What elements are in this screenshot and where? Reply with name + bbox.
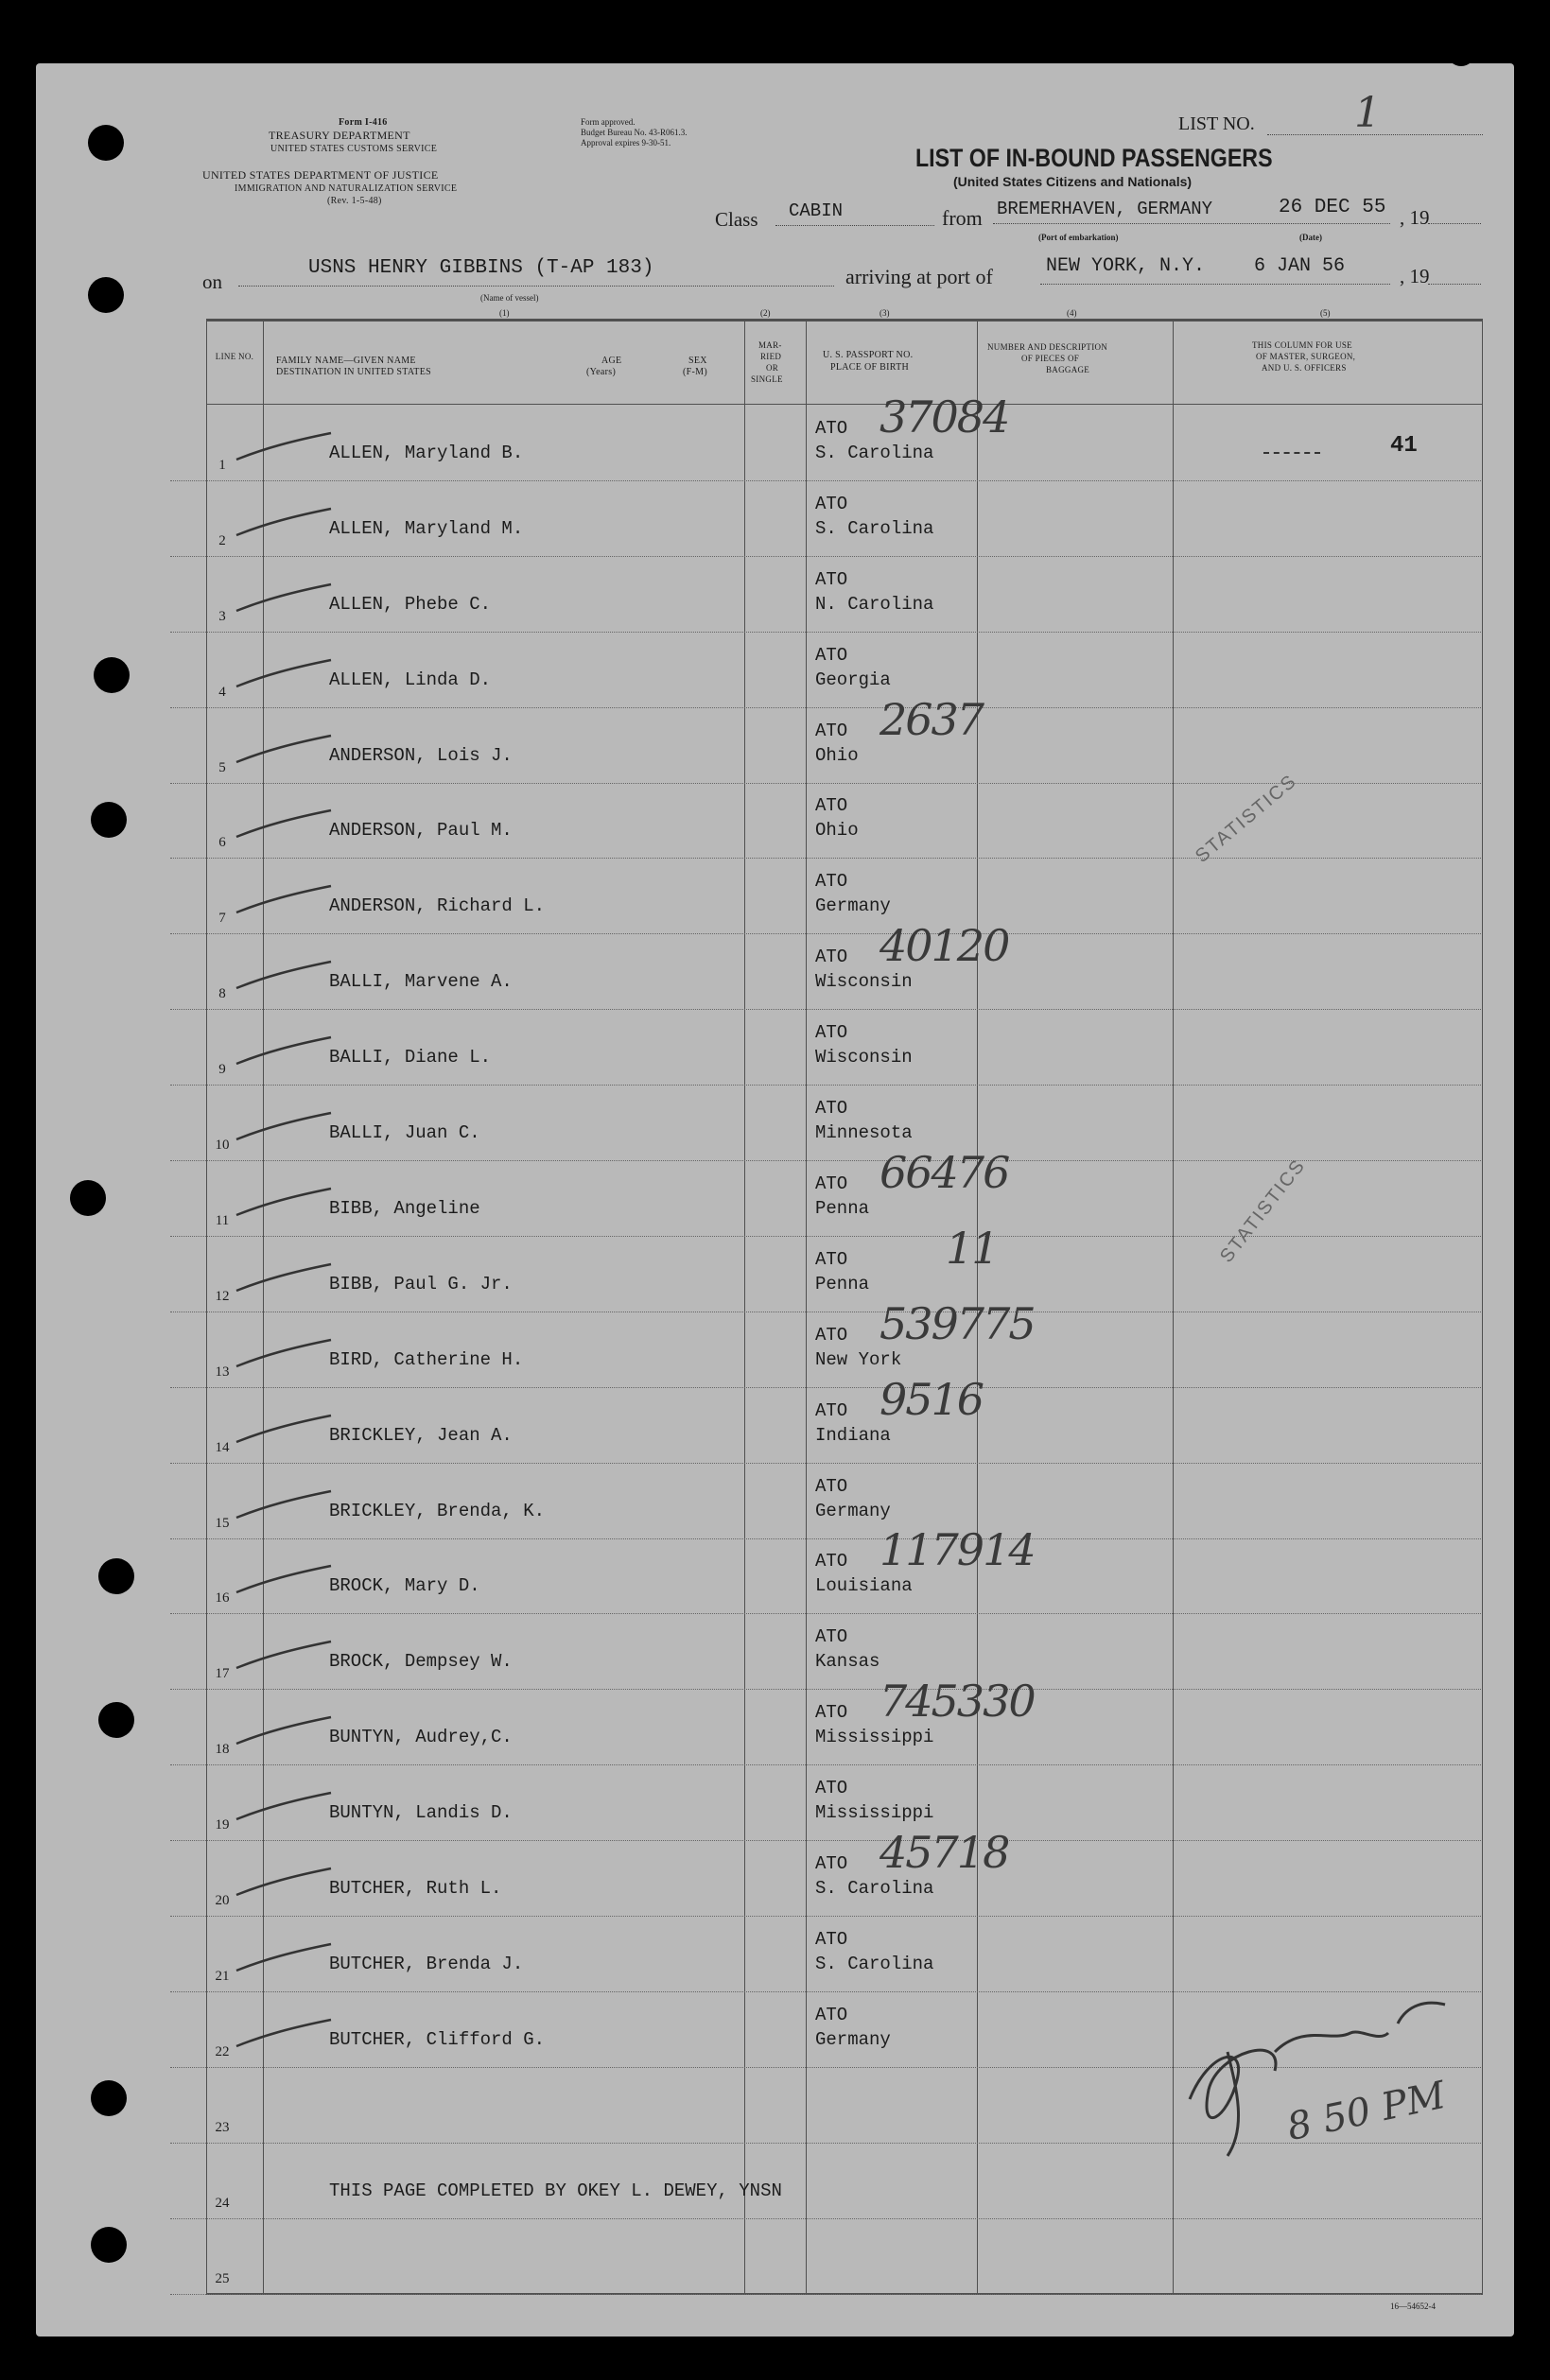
handwritten-number: 117914 bbox=[879, 1524, 1035, 1576]
check-mark-icon bbox=[227, 1410, 340, 1448]
passenger-name: ANDERSON, Lois J. bbox=[329, 744, 513, 766]
check-mark-icon bbox=[227, 579, 340, 617]
header-line-no: LINE NO. bbox=[215, 352, 254, 361]
row-divider bbox=[170, 1387, 1481, 1388]
passenger-name: BALLI, Juan C. bbox=[329, 1122, 480, 1143]
handwritten-number: 745330 bbox=[879, 1676, 1035, 1728]
place-of-birth: S. Carolina bbox=[815, 1878, 934, 1899]
line-number: 10 bbox=[215, 1138, 230, 1153]
header-baggage: NUMBER AND DESCRIPTION bbox=[987, 342, 1108, 352]
place-of-birth: Germany bbox=[815, 1500, 891, 1521]
passport-ato: ATO bbox=[815, 568, 848, 590]
place-of-birth: New York bbox=[815, 1348, 902, 1370]
passenger-name: BIBB, Paul G. Jr. bbox=[329, 1273, 513, 1294]
on-label: on bbox=[202, 270, 222, 293]
page-title: LIST OF IN-BOUND PASSENGERS bbox=[915, 144, 1273, 172]
column-number: (5) bbox=[1320, 308, 1331, 318]
approval-line-1: Form approved. bbox=[581, 117, 636, 127]
passport-ato: ATO bbox=[815, 871, 848, 893]
handwritten-number: 37084 bbox=[879, 391, 1009, 443]
row-divider bbox=[170, 1085, 1481, 1086]
list-no-label: LIST NO. bbox=[1178, 113, 1255, 134]
port-of-embarkation: BREMERHAVEN, GERMANY bbox=[997, 199, 1213, 219]
check-mark-icon bbox=[227, 2014, 340, 2052]
line-number: 8 bbox=[218, 986, 226, 1002]
passenger-name: BUTCHER, Brenda J. bbox=[329, 1953, 524, 1974]
passport-ato: ATO bbox=[815, 1928, 848, 1950]
embarkation-date: 26 DEC 55 bbox=[1279, 197, 1386, 218]
place-of-birth: Kansas bbox=[815, 1651, 880, 1673]
passenger-name: BIBB, Angeline bbox=[329, 1197, 480, 1219]
check-mark-icon bbox=[227, 1787, 340, 1825]
place-of-birth: N. Carolina bbox=[815, 593, 934, 615]
row-divider bbox=[170, 2218, 1481, 2219]
punch-hole bbox=[1447, 38, 1475, 66]
line-number: 12 bbox=[215, 1288, 230, 1304]
line-number: 1 bbox=[218, 457, 226, 473]
line-number: 19 bbox=[215, 1817, 230, 1833]
passenger-name: ANDERSON, Richard L. bbox=[329, 895, 546, 917]
check-mark-icon bbox=[227, 1711, 340, 1749]
passenger-name: BROCK, Dempsey W. bbox=[329, 1651, 513, 1673]
place-of-birth: Georgia bbox=[815, 669, 891, 690]
check-mark-icon bbox=[227, 1259, 340, 1296]
customs-service: UNITED STATES CUSTOMS SERVICE bbox=[270, 144, 438, 154]
handwritten-number: 11 bbox=[946, 1222, 998, 1274]
check-mark-icon bbox=[227, 1636, 340, 1674]
check-mark-icon bbox=[227, 1032, 340, 1069]
handwritten-number: 9516 bbox=[879, 1373, 984, 1425]
check-mark-icon bbox=[227, 956, 340, 994]
statistics-stamp: STATISTICS bbox=[1192, 770, 1301, 867]
punch-hole bbox=[98, 1558, 134, 1594]
passenger-name: BRICKLEY, Brenda, K. bbox=[329, 1500, 546, 1521]
place-of-birth: S. Carolina bbox=[815, 442, 934, 463]
passport-ato: ATO bbox=[815, 2004, 848, 2025]
line-number: 5 bbox=[218, 759, 226, 775]
form-number: Form I-416 bbox=[339, 117, 388, 128]
passport-ato: ATO bbox=[815, 1399, 848, 1421]
handwritten-number: 2637 bbox=[879, 693, 984, 745]
year-suffix-2: , 19 bbox=[1400, 265, 1430, 287]
header-destination: DESTINATION IN UNITED STATES bbox=[276, 367, 431, 377]
column-number: (2) bbox=[760, 308, 771, 318]
passport-ato: ATO bbox=[815, 1853, 848, 1874]
place-of-birth: Germany bbox=[815, 2028, 891, 2050]
row-divider bbox=[170, 1538, 1481, 1539]
list-no-value: 1 bbox=[1354, 89, 1381, 137]
place-of-birth: S. Carolina bbox=[815, 517, 934, 539]
line-number: 16 bbox=[215, 1590, 230, 1607]
page-subtitle: (United States Citizens and Nationals) bbox=[953, 174, 1193, 189]
passenger-name: ALLEN, Maryland M. bbox=[329, 517, 524, 539]
handwritten-number: 66476 bbox=[879, 1146, 1009, 1198]
check-mark-icon bbox=[227, 1183, 340, 1221]
row-divider bbox=[170, 1764, 1481, 1765]
passport-ato: ATO bbox=[815, 417, 848, 439]
punch-hole bbox=[91, 802, 127, 838]
passport-ato: ATO bbox=[815, 947, 848, 968]
passport-ato: ATO bbox=[815, 1475, 848, 1497]
check-mark-icon bbox=[227, 880, 340, 918]
row-divider bbox=[170, 1840, 1481, 1841]
line-number: 20 bbox=[215, 1893, 230, 1908]
row-divider bbox=[170, 1916, 1481, 1917]
column-number: (3) bbox=[879, 308, 890, 318]
revision: (Rev. 1-5-48) bbox=[327, 196, 382, 206]
header-baggage: BAGGAGE bbox=[1046, 365, 1090, 374]
header-birthplace: PLACE OF BIRTH bbox=[830, 362, 910, 373]
line-number: 21 bbox=[215, 1968, 230, 1984]
footer-code: 16—54652-4 bbox=[1390, 2302, 1436, 2311]
passenger-name: ALLEN, Linda D. bbox=[329, 669, 492, 690]
header-officers: OF MASTER, SURGEON, bbox=[1256, 352, 1356, 361]
line-number: 18 bbox=[215, 1742, 230, 1758]
check-mark-icon bbox=[227, 427, 340, 465]
place-of-birth: Mississippi bbox=[815, 1802, 934, 1824]
line-number: 4 bbox=[218, 684, 226, 700]
handwritten-number: 539775 bbox=[879, 1297, 1035, 1349]
place-of-birth: Wisconsin bbox=[815, 971, 913, 993]
check-mark-icon bbox=[227, 654, 340, 692]
passport-ato: ATO bbox=[815, 1778, 848, 1799]
check-mark-icon bbox=[227, 730, 340, 768]
justice-dept: UNITED STATES DEPARTMENT OF JUSTICE bbox=[202, 168, 439, 182]
arriving-label: arriving at port of bbox=[845, 265, 993, 288]
row-divider bbox=[170, 632, 1481, 633]
check-mark-icon bbox=[227, 1938, 340, 1976]
line-number: 25 bbox=[215, 2270, 230, 2286]
from-label: from bbox=[942, 206, 983, 230]
passport-ato: ATO bbox=[815, 1022, 848, 1044]
dash-mark bbox=[1263, 452, 1320, 454]
passport-ato: ATO bbox=[815, 1702, 848, 1724]
row-divider bbox=[170, 707, 1481, 708]
passenger-name: BUTCHER, Clifford G. bbox=[329, 2028, 546, 2050]
place-of-birth: Penna bbox=[815, 1273, 870, 1294]
row-divider bbox=[170, 2294, 1481, 2295]
place-of-birth: Louisiana bbox=[815, 1575, 913, 1597]
header-married: MAR- bbox=[758, 340, 782, 350]
passenger-name: BUNTYN, Landis D. bbox=[329, 1802, 513, 1824]
passport-ato: ATO bbox=[815, 1551, 848, 1572]
row-divider bbox=[170, 858, 1481, 859]
passenger-name: BUTCHER, Ruth L. bbox=[329, 1878, 502, 1899]
punch-hole bbox=[88, 277, 124, 313]
header-married: RIED bbox=[760, 352, 782, 361]
line-number: 14 bbox=[215, 1439, 230, 1455]
row-divider bbox=[170, 1009, 1481, 1010]
passport-ato: ATO bbox=[815, 1626, 848, 1648]
year-suffix: , 19 bbox=[1400, 206, 1430, 229]
place-of-birth: S. Carolina bbox=[815, 1953, 934, 1974]
line-number: 3 bbox=[218, 608, 226, 624]
passport-ato: ATO bbox=[815, 1324, 848, 1346]
row-divider bbox=[170, 1160, 1481, 1161]
header-married: OR bbox=[766, 363, 779, 373]
line-number: 17 bbox=[215, 1666, 230, 1682]
punch-hole bbox=[94, 657, 130, 693]
date-caption: (Date) bbox=[1299, 233, 1322, 242]
passenger-name: THIS PAGE COMPLETED BY OKEY L. DEWEY, YNSN bbox=[329, 2180, 782, 2201]
header-passport: U. S. PASSPORT NO. bbox=[823, 350, 914, 360]
passenger-name: BUNTYN, Audrey,C. bbox=[329, 1727, 513, 1748]
punch-hole bbox=[88, 125, 124, 161]
header-age: AGE bbox=[601, 356, 622, 366]
row-divider bbox=[170, 556, 1481, 557]
row-divider bbox=[170, 1463, 1481, 1464]
handwritten-number: 45718 bbox=[879, 1827, 1009, 1878]
check-mark-icon bbox=[227, 1485, 340, 1523]
header-officers: AND U. S. OFFICERS bbox=[1262, 363, 1347, 373]
place-of-birth: Mississippi bbox=[815, 1727, 934, 1748]
approval-line-2: Budget Bureau No. 43-R061.3. bbox=[581, 128, 688, 137]
line-number: 22 bbox=[215, 2043, 230, 2059]
line-number: 13 bbox=[215, 1364, 230, 1380]
treasury-dept: TREASURY DEPARTMENT bbox=[269, 129, 410, 142]
header-age-unit: (Years) bbox=[586, 367, 617, 377]
header-sex: SEX bbox=[688, 356, 707, 366]
header-baggage: OF PIECES OF bbox=[1021, 354, 1080, 363]
approval-line-3: Approval expires 9-30-51. bbox=[581, 138, 671, 148]
passenger-name: BRICKLEY, Jean A. bbox=[329, 1424, 513, 1446]
punch-hole bbox=[98, 1702, 134, 1738]
passenger-name: BROCK, Mary D. bbox=[329, 1575, 480, 1597]
vessel-name: USNS HENRY GIBBINS (T-AP 183) bbox=[308, 257, 654, 279]
immigration-service: IMMIGRATION AND NATURALIZATION SERVICE bbox=[235, 183, 458, 194]
header-married: SINGLE bbox=[751, 374, 783, 384]
check-mark-icon bbox=[227, 1863, 340, 1901]
passport-ato: ATO bbox=[815, 720, 848, 741]
row-divider bbox=[170, 1689, 1481, 1690]
line-number: 23 bbox=[215, 2119, 230, 2135]
column-number: (4) bbox=[1067, 308, 1077, 318]
class-label: Class bbox=[715, 208, 758, 231]
line-number: 6 bbox=[218, 835, 226, 851]
place-of-birth: Penna bbox=[815, 1197, 870, 1219]
place-of-birth: Germany bbox=[815, 895, 891, 917]
check-mark-icon bbox=[227, 1560, 340, 1598]
arrival-port: NEW YORK, N.Y. bbox=[1046, 255, 1206, 277]
row-divider bbox=[170, 480, 1481, 481]
passport-ato: ATO bbox=[815, 644, 848, 666]
punch-hole bbox=[91, 2080, 127, 2116]
passenger-name: BALLI, Diane L. bbox=[329, 1047, 492, 1068]
passport-ato: ATO bbox=[815, 795, 848, 817]
check-mark-icon bbox=[227, 1107, 340, 1145]
passport-ato: ATO bbox=[815, 1173, 848, 1194]
place-of-birth: Wisconsin bbox=[815, 1047, 913, 1068]
header-sex-unit: (F-M) bbox=[683, 367, 707, 377]
row-divider bbox=[170, 1991, 1481, 1992]
passenger-name: ANDERSON, Paul M. bbox=[329, 820, 513, 842]
vessel-column-number: (1) bbox=[499, 308, 510, 318]
officer-total: 41 bbox=[1390, 433, 1418, 459]
header-officers: THIS COLUMN FOR USE bbox=[1252, 340, 1352, 350]
place-of-birth: Minnesota bbox=[815, 1122, 913, 1143]
check-mark-icon bbox=[227, 1334, 340, 1372]
line-number: 7 bbox=[218, 911, 226, 927]
passenger-name: BIRD, Catherine H. bbox=[329, 1348, 524, 1370]
check-mark-icon bbox=[227, 503, 340, 541]
row-divider bbox=[170, 1236, 1481, 1237]
row-divider bbox=[170, 933, 1481, 934]
signature-time: 8 50 PM bbox=[1283, 2073, 1450, 2150]
arrival-date: 6 JAN 56 bbox=[1254, 255, 1346, 277]
place-of-birth: Indiana bbox=[815, 1424, 891, 1446]
punch-hole bbox=[91, 2227, 127, 2263]
port-embarkation-caption: (Port of embarkation) bbox=[1038, 233, 1119, 242]
line-number: 2 bbox=[218, 532, 226, 548]
class-value: CABIN bbox=[789, 200, 844, 221]
line-number: 24 bbox=[215, 2195, 230, 2211]
line-number: 9 bbox=[218, 1062, 226, 1078]
passport-ato: ATO bbox=[815, 1098, 848, 1119]
row-divider bbox=[170, 1613, 1481, 1614]
punch-hole bbox=[70, 1180, 106, 1216]
check-mark-icon bbox=[227, 805, 340, 843]
passport-ato: ATO bbox=[815, 493, 848, 514]
passport-ato: ATO bbox=[815, 1248, 848, 1270]
place-of-birth: Ohio bbox=[815, 820, 859, 842]
passenger-name: BALLI, Marvene A. bbox=[329, 971, 513, 993]
header-name: FAMILY NAME—GIVEN NAME bbox=[276, 356, 416, 366]
line-number: 11 bbox=[215, 1212, 230, 1228]
place-of-birth: Ohio bbox=[815, 744, 859, 766]
passenger-name: ALLEN, Phebe C. bbox=[329, 593, 492, 615]
handwritten-number: 40120 bbox=[879, 920, 1009, 972]
line-number: 15 bbox=[215, 1515, 230, 1531]
vessel-caption: (Name of vessel) bbox=[480, 293, 539, 303]
statistics-stamp: STATISTICS bbox=[1216, 1155, 1310, 1267]
passenger-name: ALLEN, Maryland B. bbox=[329, 442, 524, 463]
